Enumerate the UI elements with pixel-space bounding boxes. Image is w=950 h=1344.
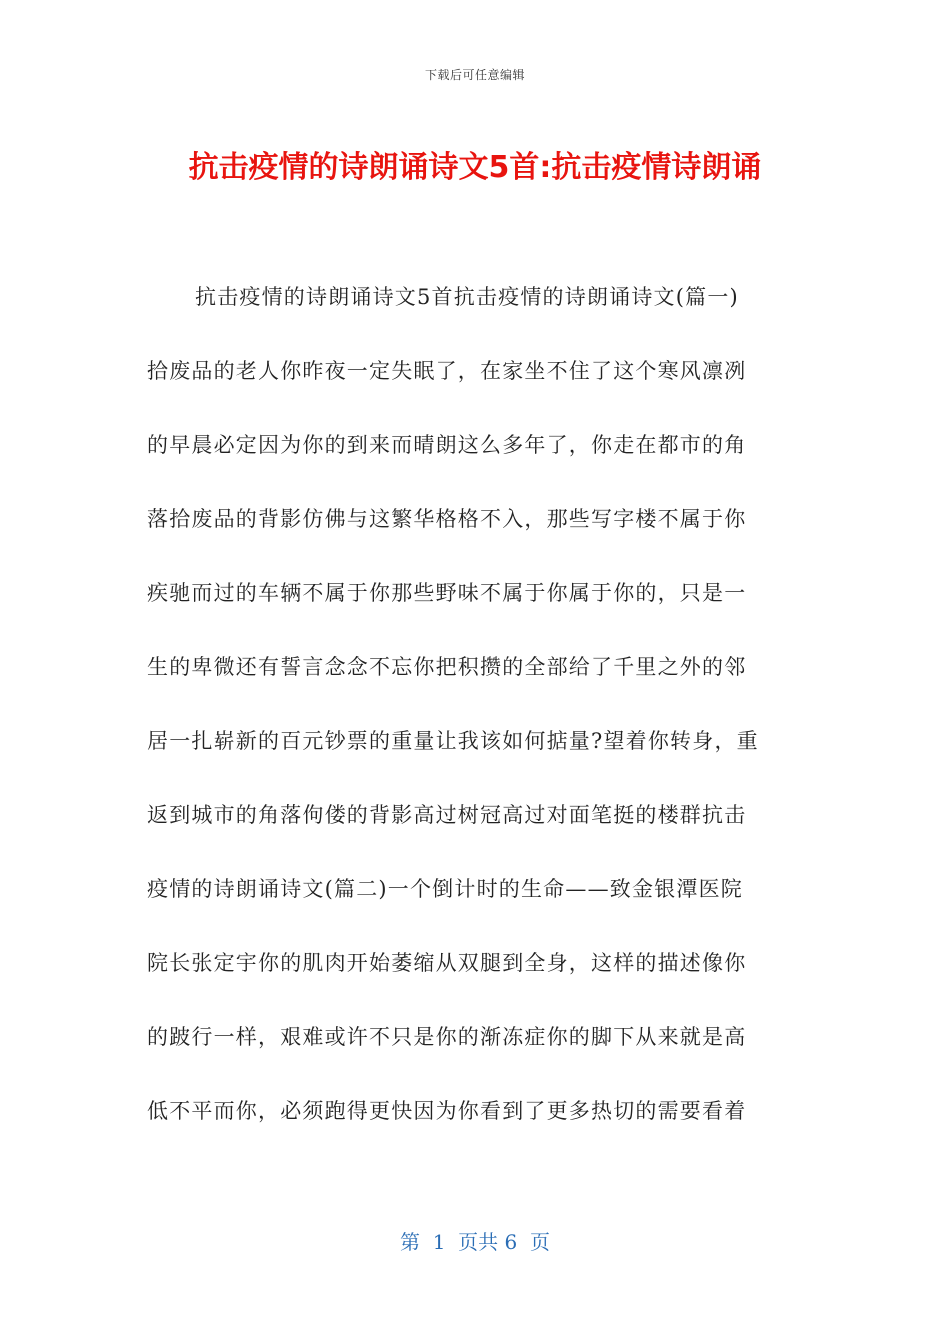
body-line: 疫情的诗朗诵诗文(篇二)一个倒计时的生命——致金银潭医院 [147,877,743,901]
body-line: 拾废品的老人你昨夜一定失眠了，在家坐不住了这个寒风凛冽 [147,359,747,383]
body-line: 居一扎崭新的百元钞票的重量让我该如何掂量?望着你转身，重 [147,729,759,753]
body-line: 的早晨必定因为你的到来而晴朗这么多年了，你走在都市的角 [147,433,747,457]
body-line: 院长张定宇你的肌肉开始萎缩从双腿到全身，这样的描述像你 [147,951,747,975]
body-line: 返到城市的角落佝偻的背影高过树冠高过对面笔挺的楼群抗击 [147,803,747,827]
body-line: 低不平而你，必须跑得更快因为你看到了更多热切的需要看着 [147,1099,747,1123]
body-line: 落拾废品的背影仿佛与这繁华格格不入，那些写字楼不属于你 [147,507,747,531]
body-line: 疾驰而过的车辆不属于你那些野味不属于你属于你的，只是一 [147,581,747,605]
document-title: 抗击疫情的诗朗诵诗文5首:抗击疫情诗朗诵 [188,150,762,185]
body-line: 生的卑微还有誓言念念不忘你把积攒的全部给了千里之外的邻 [147,655,747,679]
body-line: 的跛行一样，艰难或许不只是你的渐冻症你的脚下从来就是高 [147,1025,747,1049]
page-number-footer: 第 1 页共 6 页 [400,1230,550,1254]
header-note: 下载后可任意编辑 [424,68,525,82]
body-line: 抗击疫情的诗朗诵诗文5首抗击疫情的诗朗诵诗文(篇一) [195,285,739,309]
document-body [147,277,827,1165]
